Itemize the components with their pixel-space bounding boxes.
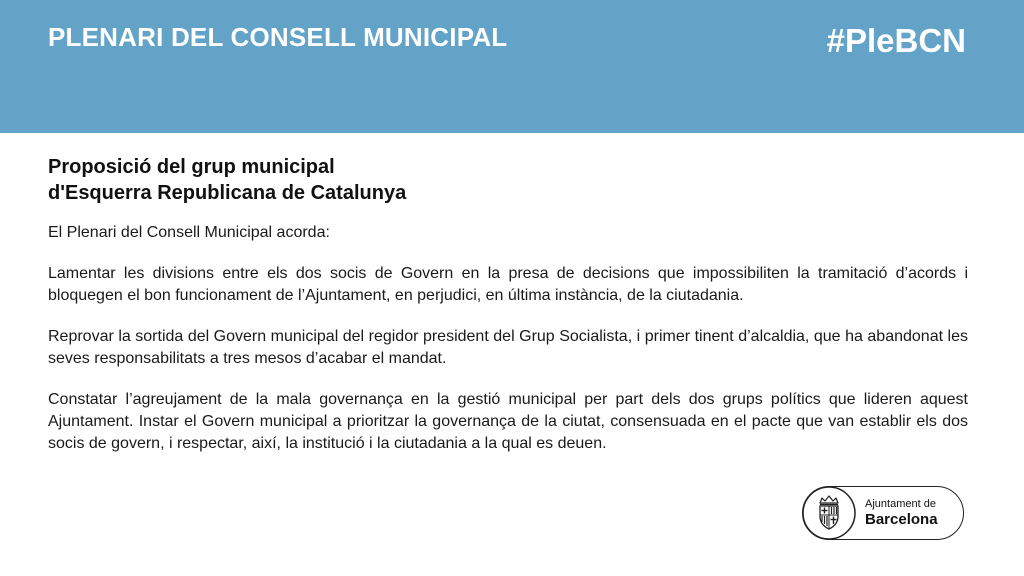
barcelona-coat-of-arms-icon (801, 485, 857, 541)
document-title-line-1: Proposició del grup municipal (48, 156, 335, 178)
paragraph-intro: El Plenari del Consell Municipal acorda: (48, 224, 330, 241)
logo-text-ajuntament: Ajuntament de (865, 498, 936, 510)
document-title (48, 154, 968, 206)
hashtag: #PleBCN (826, 22, 966, 59)
document-body (48, 154, 968, 474)
logo-text-barcelona: Barcelona (865, 511, 938, 528)
paragraph-reprovar: Reprovar la sortida del Govern municipal del regidor president del Grup Socialista, i primer tinent d’alcaldia, que ha abandonat les seves responsabilitats a tres mesos d’acabar el mandat. (48, 328, 968, 367)
paragraph-lamentar: Lamentar les divisions entre els dos socis de Govern en la presa de decisions que impossibiliten la tramitació d’acords i bloquegen el bon funcionament de l’Ajuntament, en perjudici, en última instància, de la ciutadania. (48, 265, 968, 304)
header-banner (0, 0, 1024, 133)
header-title: PLENARI DEL CONSELL MUNICIPAL (48, 22, 508, 52)
document-title-line-2: d'Esquerra Republicana de Catalunya (48, 182, 407, 204)
ajuntament-barcelona-logo (802, 486, 964, 540)
paragraph-constatar: Constatar l’agreujament de la mala governança en la gestió municipal per part dels dos grups polítics que lideren aquest Ajuntament. Instar el Govern municipal a prioritzar la governança de la ciutat, consensuada en el pacte que van establir els dos socis de govern, i respectar, així, la institució i la ciutadania a la qual es deuen. (48, 391, 968, 452)
